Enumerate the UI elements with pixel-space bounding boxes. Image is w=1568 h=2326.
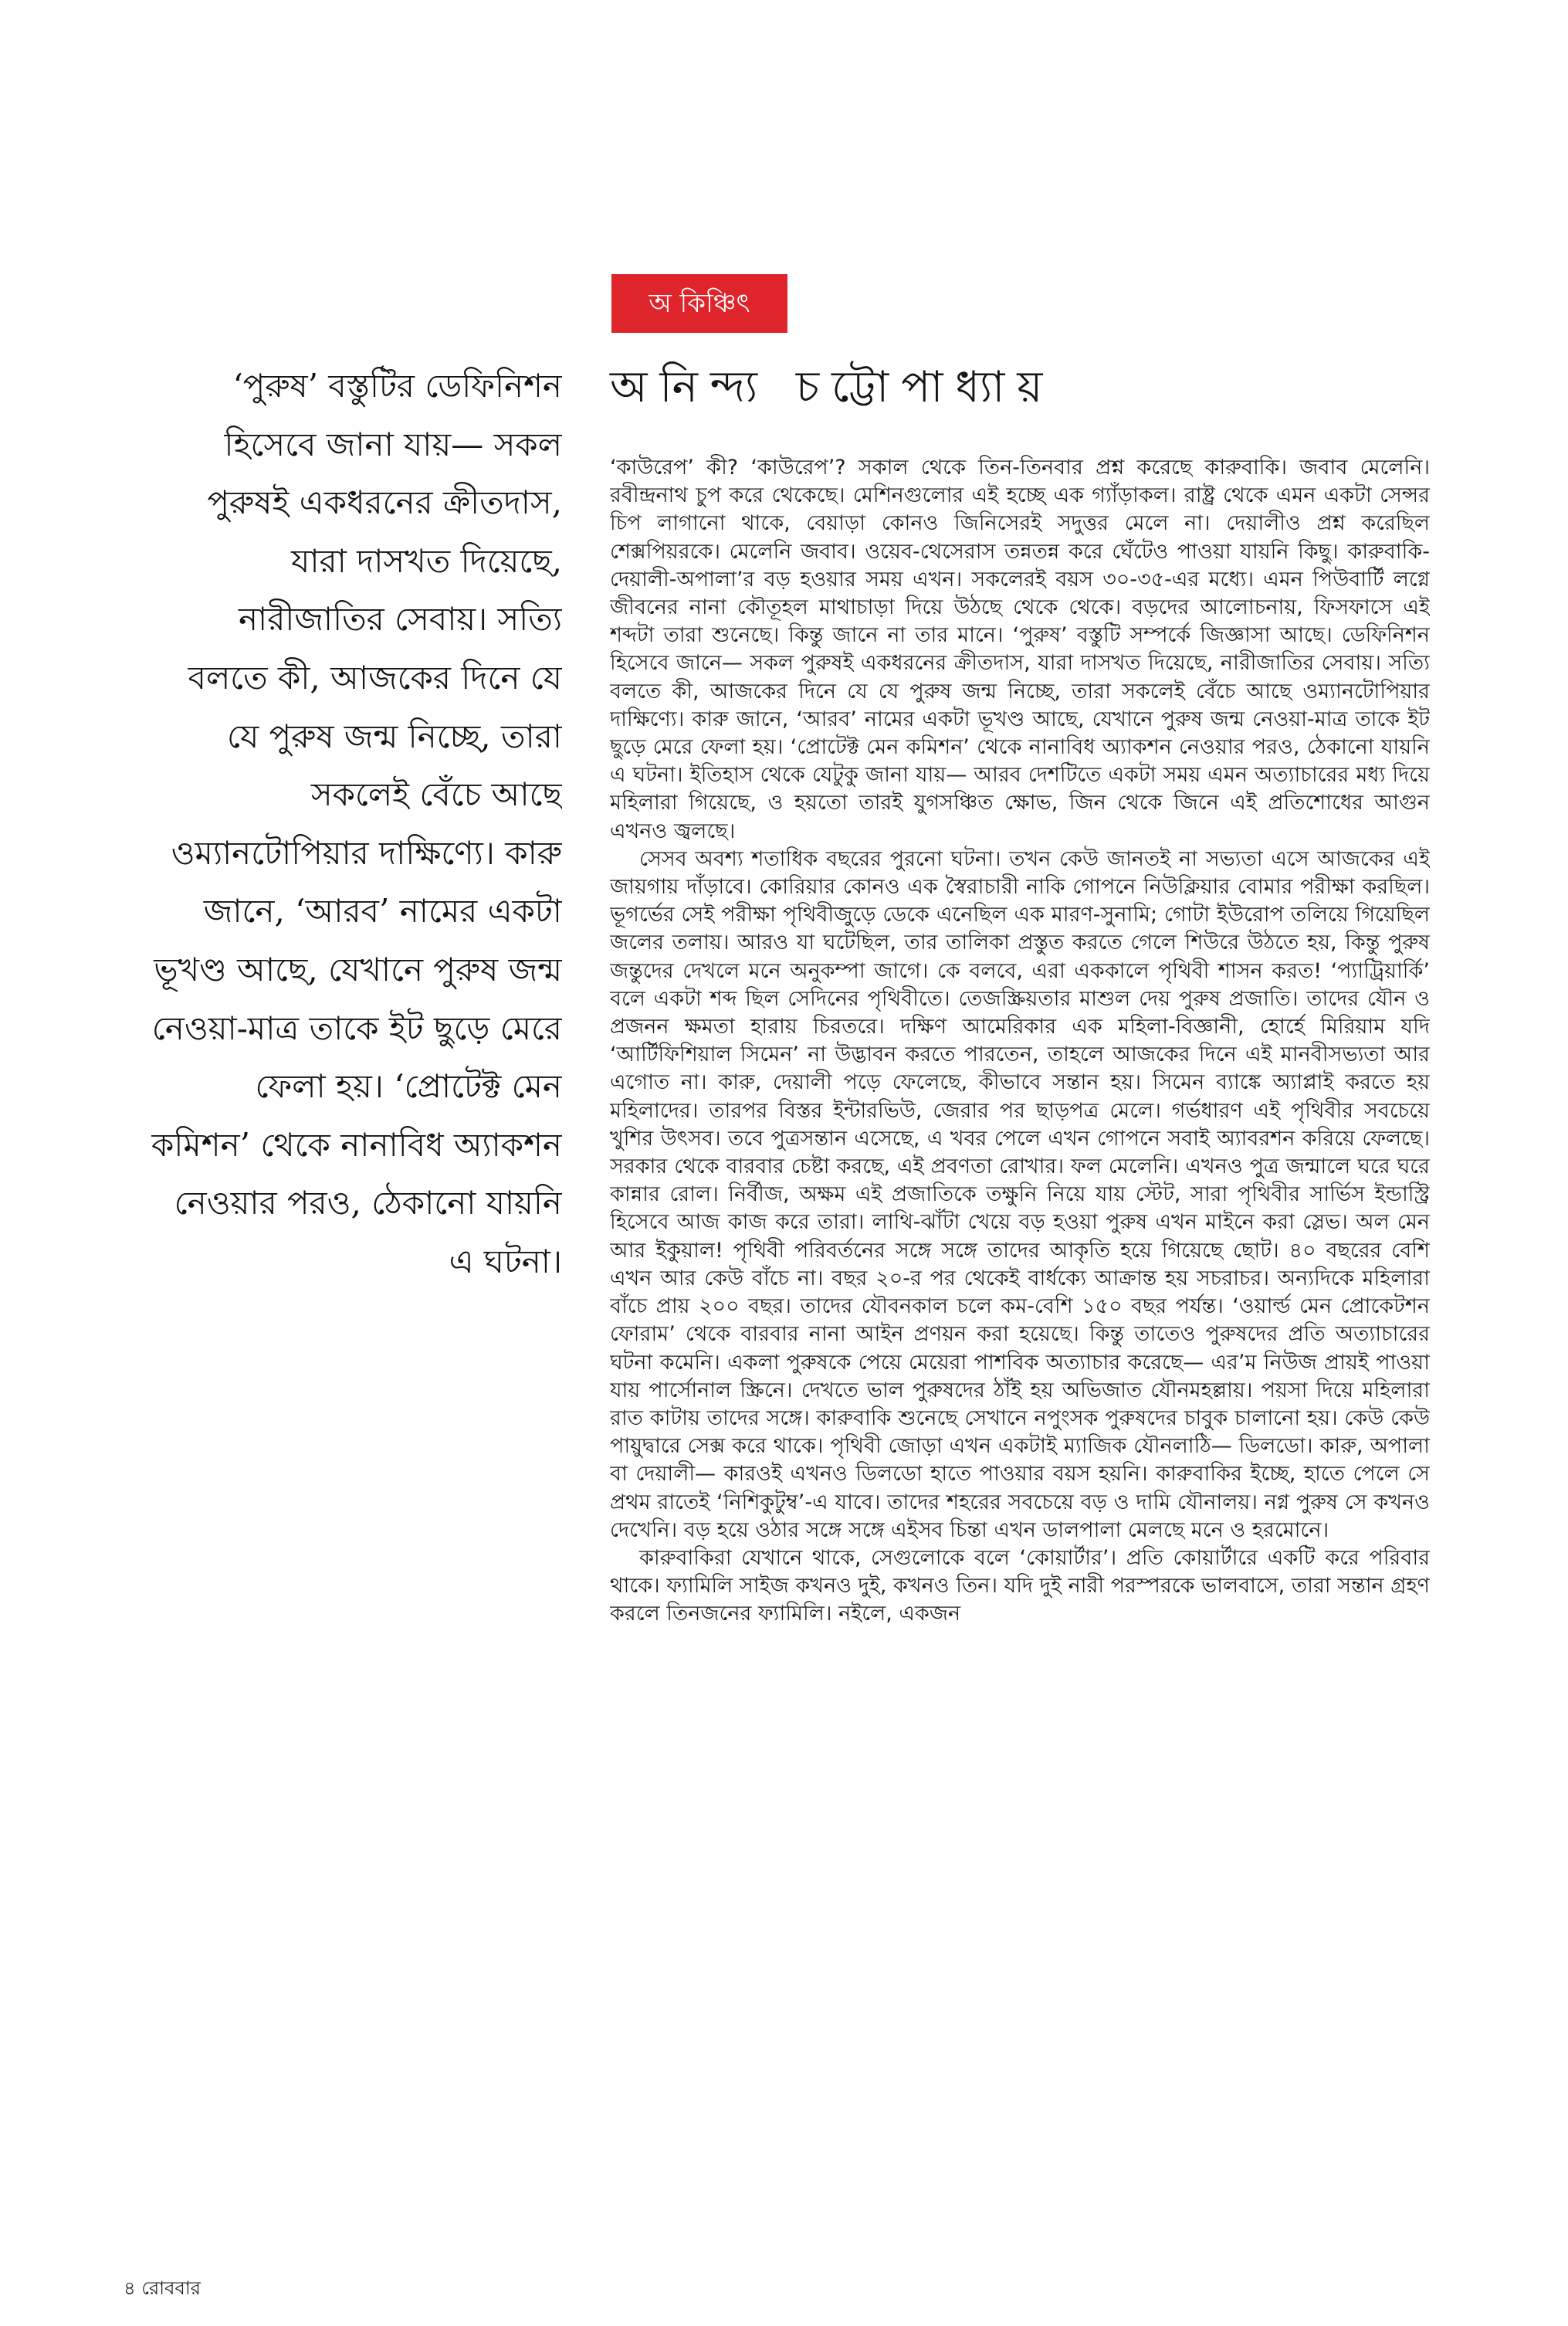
- article-paragraph-2: সেসব অবশ্য শতাধিক বছরের পুরনো ঘটনা। তখন কেউ জানতই না সভ্যতা এসে আজকের এই জায়গায় দাঁড়াবে। কোরিয়ার কোনও এক স্বৈরাচারী নাকি গোপনে নিউক্লিয়ার বোমার পরীক্ষা করছিল। ভূগর্ভের সেই পরীক্ষা পৃথিবীজুড়ে ডেকে এনেছিল এক মারণ-সুনামি; গোটা ইউরোপ তলিয়ে গিয়েছিল জলের তলায়। আরও যা ঘটেছিল, তার তালিকা প্রস্তুত করতে গেলে শিউরে উঠতে হয়, কিন্তু পুরুষ জন্তুদের দেখলে মনে অনুকম্পা জাগে। কে বলবে, এরা এককালে পৃথিবী শাসন করত! ‘প্যাট্রিয়ার্কি’ বলে একটা শব্দ ছিল সেদিনের পৃথিবীতে। তেজস্ক্রিয়তার মাশুল দেয় পুরুষ প্রজাতি। তাদের যৌন ও প্রজনন ক্ষমতা হারায় চিরতরে। দক্ষিণ আমেরিকার এক মহিলা-বিজ্ঞানী, হোর্হে মিরিয়াম যদি ‘আর্টিফিশিয়াল সিমেন’ না উদ্ভাবন করতে পারতেন, তাহলে আজকের দিনে এই মানবীসভ্যতা আর এগোত না। কারু, দেয়ালী পড়ে ফেলেছে, কীভাবে সন্তান হয়। সিমেন ব্যাঙ্কে অ্যাপ্লাই করতে হয় মহিলাদের। তারপর বিস্তর ইন্টারভিউ, জেরার পর ছাড়পত্র মেলে। গর্ভধারণ এই পৃথিবীর সবচেয়ে খুশির উৎসব। তবে পুত্রসন্তান এসেছে, এ খবর পেলে এখন গোপনে সবাই অ্যাবরশন করিয়ে ফেলছে। সরকার থেকে বারবার চেষ্টা করছে, এই প্রবণতা রোখার। ফল মেলেনি। এখনও পুত্র জন্মালে ঘরে ঘরে কান্নার রোল। নির্বীজ, অক্ষম এই প্রজাতিকে তক্ষুনি নিয়ে যায় স্টেট, সারা পৃথিবীর সার্ভিস ইন্ডাস্ট্রি হিসেবে আজ কাজ করে তারা। লাথি-ঝাঁটা খেয়ে বড় হওয়া পুরুষ এখন মাইনে করা স্লেভ। অল মেন আর ইকুয়াল! পৃথিবী পরিবর্তনের সঙ্গে সঙ্গে তাদের আকৃতি হয়ে গিয়েছে ছোট। ৪০ বছরের বেশি এখন আর কেউ বাঁচে না। বছর ২০-র পর থেকেই বার্ধক্যে আক্রান্ত হয় সচরাচর। অন্যদিকে মহিলারা বাঁচে প্রায় ২০০ বছর। তাদের যৌবনকাল চলে কম-বেশি ১৫০ বছর পর্যন্ত। ‘ওয়ার্ল্ড মেন প্রোকেটশন ফোরাম’ থেকে বারবার নানা আইন প্রণয়ন করা হয়েছে। কিন্তু তাতেও পুরুষদের প্রতি অত্যাচারের ঘটনা কমেনি। একলা পুরুষকে পেয়ে মেয়েরা পাশবিক অত্যাচার করেছে— এর’ম নিউজ প্রায়ই পাওয়া যায় পার্সোনাল স্ক্রিনে। দেখতে ভাল পুরুষদের ঠাঁই হয় অভিজাত যৌনমহল্লায়। পয়সা দিয়ে মহিলারা রাত কাটায় তাদের সঙ্গে। কারুবাকি শুনেছে সেখানে নপুংসক পুরুষদের চাবুক চালানো হয়। কেউ কেউ পায়ুদ্বারে সেক্স করে থাকে। পৃথিবী জোড়া এখন একটাই ম্যাজিক যৌনলাঠি— ডিলডো। কারু, অপালা বা দেয়ালী— কারওই এখনও ডিলডো হাতে পাওয়ার বয়স হয়নি। কারুবাকির ইচ্ছে, হাতে পেলে সে প্রথম রাতেই ‘নিশিকুটুম্ব’-এ যাবে। তাদের শহরের সবচেয়ে বড় ও দামি যৌনালয়। নগ্ন পুরুষ সে কখনও দেখেনি। বড় হয়ে ওঠার সঙ্গে সঙ্গে এইসব চিন্তা এখন ডালপালা মেলছে মনে ও হরমোনে।: [610, 846, 1430, 1542]
- pull-quote: [151, 357, 562, 1531]
- page-folio: ৪ রোববার: [124, 2277, 201, 2299]
- article-body: [610, 454, 1430, 2102]
- article-paragraph-1: ‘কাউরেপ’ কী? ‘কাউরেপ’? সকাল থেকে তিন-তিনবার প্রশ্ন করেছে কারুবাকি। জবাব মেলেনি। রবীন্দ্রনাথ চুপ করে থেকেছে। মেশিনগুলোর এই হচ্ছে এক গ্যাঁড়াকল। রাষ্ট্র থেকে এমন একটা সেন্সর চিপ লাগানো থাকে, বেয়াড়া কোনও জিনিসেরই সদুত্তর মেলে না। দেয়ালীও প্রশ্ন করেছিল শেক্সপিয়রকে। মেলেনি জবাব। ওয়েব-থেসেরাস তন্নতন্ন করে ঘেঁটেও পাওয়া যায়নি কিছু। কারুবাকি-দেয়ালী-অপালা’র বড় হওয়ার সময় এখন। সকলেরই বয়স ৩০-৩৫-এর মধ্যে। এমন পিউবার্টি লগ্নে জীবনের নানা কৌতূহল মাথাচাড়া দিয়ে উঠছে থেকে থেকে। বড়দের আলোচনায়, ফিসফাসে এই শব্দটা তারা শুনেছে। কিন্তু জানে না তার মানে। ‘পুরুষ’ বস্তুটি সম্পর্কে জিজ্ঞাসা আছে। ডেফিনিশন হিসেবে জানে— সকল পুরুষই একধরনের ক্রীতদাস, যারা দাসখত দিয়েছে, নারীজাতির সেবায়। সত্যি বলতে কী, আজকের দিনে যে যে পুরুষ জন্ম নিচ্ছে, তারা সকলেই বেঁচে আছে ওম্যানটোপিয়ার দাক্ষিণ্যে। কারু জানে, ‘আরব’ নামের একটা ভূখণ্ড আছে, যেখানে পুরুষ জন্ম নেওয়া-মাত্র তাকে ইট ছুড়ে মেরে ফেলা হয়। ‘প্রোটেক্ট মেন কমিশন’ থেকে নানাবিধ অ্যাকশন নেওয়ার পরও, ঠেকানো যায়নি এ ঘটনা। ইতিহাস থেকে যেটুকু জানা যায়— আরব দেশটিতে একটা সময় এমন অত্যাচারের মধ্য দিয়ে মহিলারা গিয়েছে, ও হয়তো তারই যুগসঞ্চিত ক্ষোভ, জিন থেকে জিনে এই প্রতিশোধের আগুন এখনও জ্বলছে।: [610, 456, 1430, 843]
- article-paragraph-3: কারুবাকিরা যেখানে থাকে, সেগুলোকে বলে ‘কোয়ার্টার’। প্রতি কোয়ার্টারে একটি করে পরিবার থাকে। ফ্যামিলি সাইজ কখনও দুই, কখনও তিন। যদি দুই নারী পরস্পরকে ভালবাসে, তারা সন্তান গ্রহণ করলে তিনজনের ফ্যামিলি। নইলে, একজন: [610, 1545, 1430, 1626]
- author-byline: অনিন্দ্য চট্টোপাধ্যায়: [610, 362, 1055, 412]
- section-tag: অ কিঞ্চিৎ: [611, 274, 787, 333]
- pull-quote-text: ‘পুরুষ’ বস্তুটির ডেফিনিশন হিসেবে জানা যায়— সকল পুরুষই একধরনের ক্রীতদাস, যারা দাসখত দিয়েছে, নারীজাতির সেবায়। সত্যি বলতে কী, আজকের দিনে যে যে পুরুষ জন্ম নিচ্ছে, তারা সকলেই বেঁচে আছে ওম্যানটোপিয়ার দাক্ষিণ্যে। কারু জানে, ‘আরব’ নামের একটা ভূখণ্ড আছে, যেখানে পুরুষ জন্ম নেওয়া-মাত্র তাকে ইট ছুড়ে মেরে ফেলা হয়। ‘প্রোটেক্ট মেন কমিশন’ থেকে নানাবিধ অ্যাকশন নেওয়ার পরও, ঠেকানো যায়নি এ ঘটনা।: [151, 367, 562, 1280]
